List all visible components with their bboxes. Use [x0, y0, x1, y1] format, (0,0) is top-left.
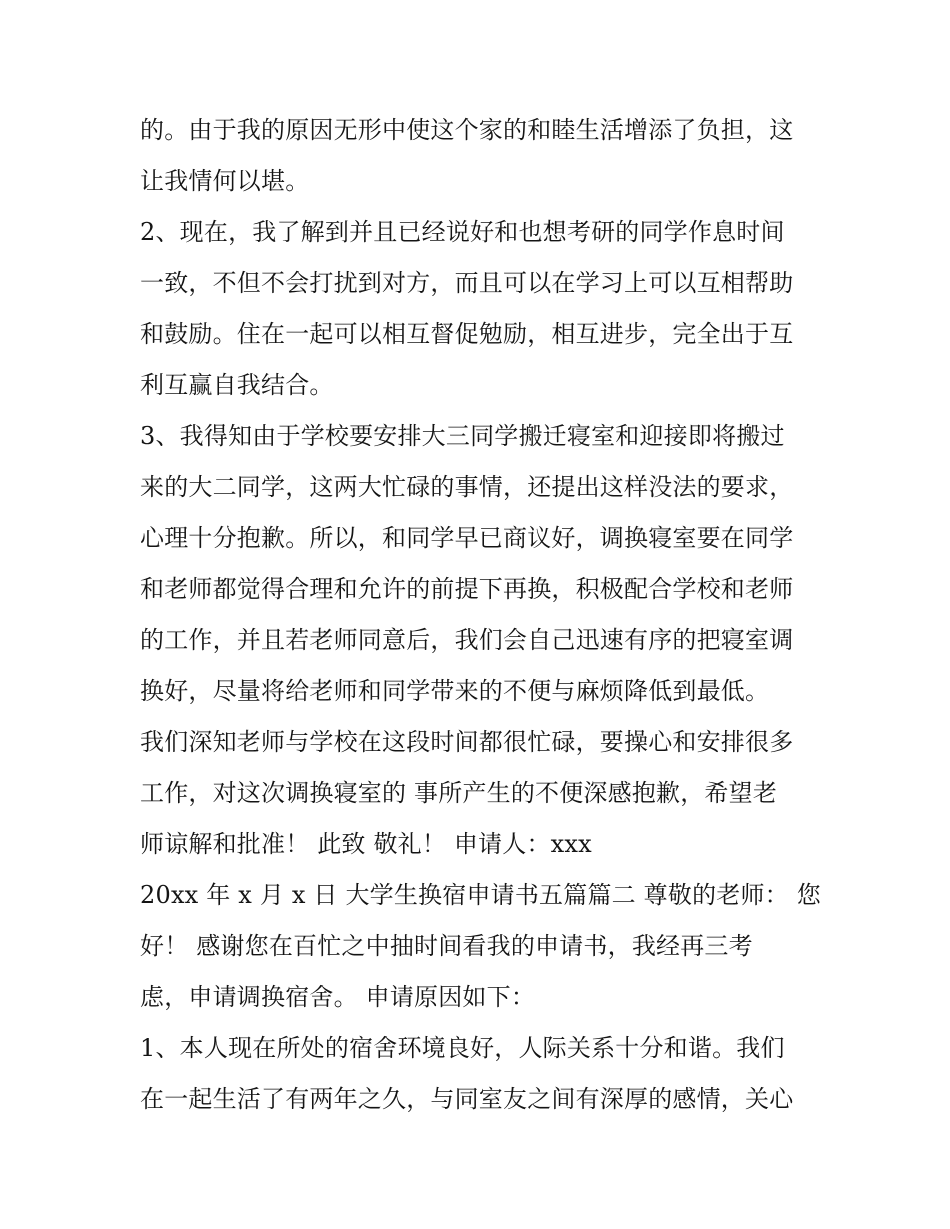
text-line: 的。由于我的原因无形中使这个家的和睦生活增添了负担，这 [140, 116, 794, 144]
text-line: 利互赢自我结合。 [140, 371, 334, 399]
text-line: 和老师都觉得合理和允许的前提下再换，积极配合学校和老师 [140, 575, 794, 603]
text-line: 来的大二同学，这两大忙碌的事情，还提出这样没法的要求， [140, 473, 794, 501]
text-line: 师谅解和批准！ 此致 敬礼！ 申请人：xxx [140, 830, 592, 858]
text-line: 我们深知老师与学校在这段时间都很忙碌，要操心和安排很多 [140, 728, 794, 756]
text-line: 和鼓励。住在一起可以相互督促勉励，相互进步，完全出于互 [140, 320, 794, 348]
text-line: 虑，申请调换宿舍。 申请原因如下： [140, 983, 536, 1011]
text-line: 2、现在，我了解到并且已经说好和也想考研的同学作息时间 [140, 218, 785, 246]
text-line: 的工作，并且若老师同意后，我们会自己迅速有序的把寝室调 [140, 626, 794, 654]
text-line: 让我情何以堪。 [140, 167, 310, 195]
text-line: 好！ 感谢您在百忙之中抽时间看我的申请书，我经再三考 [140, 932, 753, 960]
text-line: 1、本人现在所处的宿舍环境良好，人际关系十分和谐。我们 [140, 1034, 785, 1062]
text-line: 换好，尽量将给老师和同学带来的不便与麻烦降低到最低。 [140, 677, 770, 705]
text-line: 心理十分抱歉。所以，和同学早已商议好，调换寝室要在同学 [140, 524, 794, 552]
text-line: 工作，对这次调换寝室的 事所产生的不便深感抱歉，希望老 [140, 779, 778, 807]
text-line: 一致，不但不会打扰到对方，而且可以在学习上可以互相帮助 [140, 269, 794, 297]
text-line: 3、我得知由于学校要安排大三同学搬迁寝室和迎接即将搬过 [140, 422, 785, 450]
text-line: 在一起生活了有两年之久，与同室友之间有深厚的感情，关心 [140, 1085, 794, 1113]
text-line: 20xx 年 x 月 x 日 大学生换宿申请书五篇篇二 尊敬的老师： 您 [140, 881, 821, 909]
